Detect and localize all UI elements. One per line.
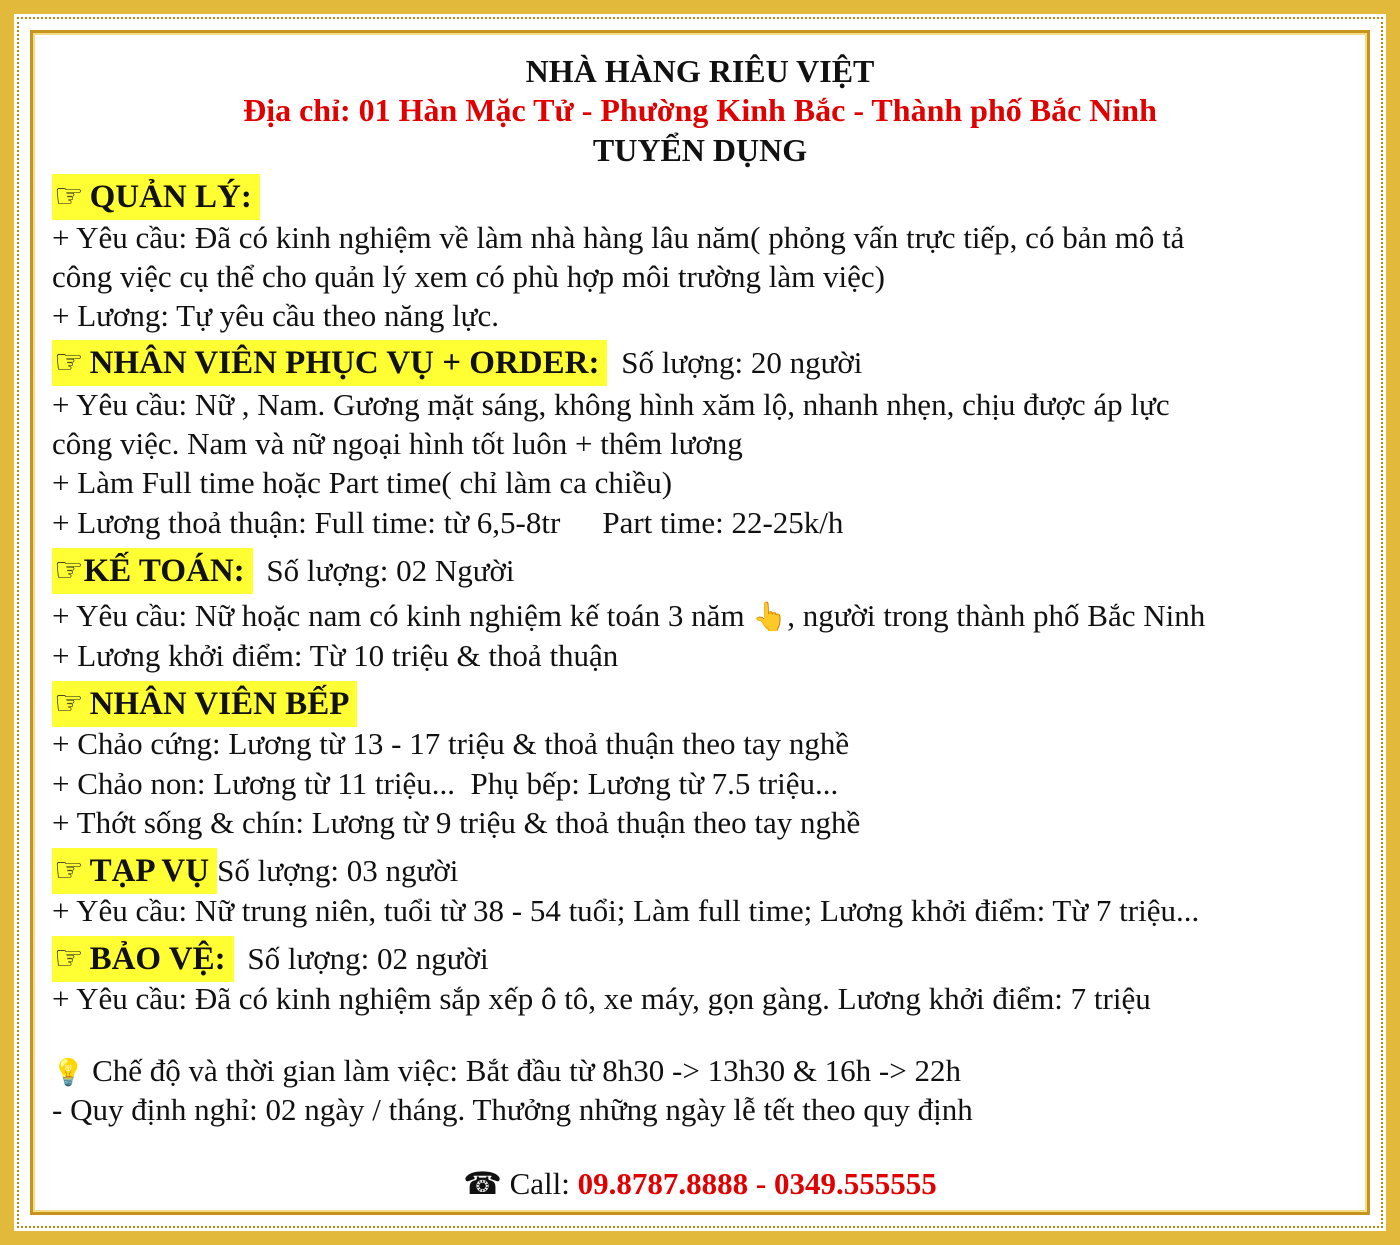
kitchen-line-2a: + Chảo non: Lương từ 11 triệu...: [52, 766, 455, 801]
section-kitchen-heading: [52, 681, 357, 727]
kitchen-line-1: + Chảo cứng: Lương từ 13 - 17 triệu & thoả thuận theo tay nghề: [52, 726, 850, 761]
section-accountant-heading: [52, 548, 515, 594]
manager-requirement-2: công việc cụ thể cho quản lý xem có phù hợp môi trường làm việc): [52, 259, 885, 294]
work-schedule: [52, 1052, 961, 1092]
hand-pointing-right-icon: ☞: [54, 345, 84, 381]
section-accountant-title: KẾ TOÁN:: [83, 553, 245, 589]
waiter-salary: [52, 504, 843, 542]
waiter-salary-part: Part time: 22-25k/h: [602, 505, 844, 540]
section-waiter-title: NHÂN VIÊN PHỤC VỤ + ORDER:: [89, 345, 600, 381]
accountant-quantity: Số lượng: 02 Người: [266, 553, 515, 588]
leave-policy: - Quy định nghỉ: 02 ngày / tháng. Thưởng những ngày lễ tết theo quy định: [52, 1092, 973, 1127]
waiter-requirement-2: công việc. Nam và nữ ngoại hình tốt luôn + thêm lương: [52, 426, 743, 461]
hand-gesture-icon: 👆: [752, 602, 788, 633]
recruitment-heading: TUYỂN DỤNG: [592, 132, 808, 168]
waiter-salary-full: + Lương thoả thuận: Full time: từ 6,5-8tr: [52, 505, 561, 540]
cleaning-requirement: + Yêu cầu: Nữ trung niên, tuổi từ 38 - 54 tuổi; Làm full time; Lương khởi điểm: Từ 7 triệu...: [52, 893, 1200, 928]
hand-pointing-right-icon: ☞: [54, 941, 84, 977]
section-waiter-title-box: [52, 340, 607, 386]
section-cleaning-heading: [52, 848, 458, 894]
security-requirement: + Yêu cầu: Đã có kinh nghiệm sắp xếp ô tô, xe máy, gọn gàng. Lương khởi điểm: 7 triệu: [52, 981, 1151, 1016]
lightbulb-icon: 💡: [52, 1058, 85, 1087]
kitchen-line-2: [52, 765, 838, 803]
call-line: [0, 1165, 1400, 1203]
section-kitchen-title-box: [52, 681, 357, 727]
restaurant-name: NHÀ HÀNG RIÊU VIỆT: [525, 53, 875, 89]
cleaning-quantity: Số lượng: 03 người: [217, 853, 459, 888]
section-manager-heading: [52, 174, 260, 220]
manager-requirement-1: + Yêu cầu: Đã có kinh nghiệm về làm nhà hàng lâu năm( phỏng vấn trực tiếp, có bản mô tả: [52, 220, 1185, 255]
waiter-quantity: Số lượng: 20 người: [621, 345, 863, 380]
hand-pointing-right-icon: ☞: [54, 853, 84, 889]
accountant-requirement: [52, 597, 1205, 637]
call-label: Call:: [509, 1166, 570, 1201]
call-numbers[interactable]: 09.8787.8888 - 0349.555555: [577, 1166, 937, 1201]
phone-icon: ☎: [463, 1166, 502, 1201]
section-manager-title-box: [52, 174, 260, 220]
work-schedule-text: Chế độ và thời gian làm việc: Bắt đầu từ 8h30 -> 13h30 & 16h -> 22h: [92, 1053, 961, 1088]
section-waiter-heading: [52, 340, 862, 386]
hand-pointing-right-icon: ☞: [54, 179, 84, 215]
section-accountant-title-box: [52, 548, 253, 594]
manager-salary: + Lương: Tự yêu cầu theo năng lực.: [52, 298, 499, 333]
security-quantity: Số lượng: 02 người: [247, 941, 489, 976]
accountant-requirement-part1: + Yêu cầu: Nữ hoặc nam có kinh nghiệm kế toán 3 năm: [52, 598, 745, 633]
kitchen-line-3: + Thớt sống & chín: Lương từ 9 triệu & thoả thuận theo tay nghề: [52, 805, 861, 840]
restaurant-address: Địa chỉ: 01 Hàn Mặc Tử - Phường Kinh Bắc - Thành phố Bắc Ninh: [243, 92, 1157, 128]
hand-pointing-right-icon: ☞: [54, 553, 84, 589]
hand-pointing-right-icon: ☞: [54, 686, 84, 722]
section-security-heading: [52, 936, 489, 982]
waiter-shift: + Làm Full time hoặc Part time( chỉ làm ca chiều): [52, 465, 673, 500]
section-security-title: BẢO VỆ:: [89, 941, 226, 977]
accountant-salary: + Lương khởi điểm: Từ 10 triệu & thoả thuận: [52, 638, 619, 673]
section-kitchen-title: NHÂN VIÊN BẾP: [89, 686, 350, 722]
section-cleaning-title: TẠP VỤ: [89, 853, 210, 889]
accountant-requirement-part2: , người trong thành phố Bắc Ninh: [787, 598, 1206, 633]
section-cleaning-title-box: [52, 848, 217, 894]
kitchen-line-2b: Phụ bếp: Lương từ 7.5 triệu...: [470, 766, 839, 801]
waiter-requirement-1: + Yêu cầu: Nữ , Nam. Gương mặt sáng, không hình xăm lộ, nhanh nhẹn, chịu được áp lực: [52, 387, 1170, 422]
section-security-title-box: [52, 936, 234, 982]
section-manager-title: QUẢN LÝ:: [89, 179, 252, 215]
